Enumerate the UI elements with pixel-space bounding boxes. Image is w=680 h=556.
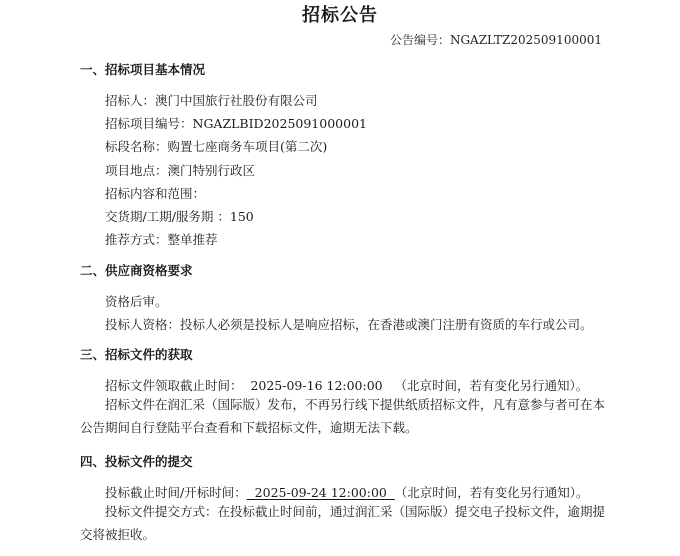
section-heading-submission: 四、投标文件的提交: [80, 454, 193, 469]
lot-name-line: 标段名称：购置七座商务车项目(第二次): [105, 139, 328, 154]
bidder-qualification-line: 投标人资格：投标人必须是投标人是响应招标，在香港或澳门注册有资质的车行或公司。: [105, 317, 593, 332]
scope-line: 招标内容和范围：: [105, 186, 206, 201]
tenderer-line: 招标人：澳门中国旅行社股份有限公司: [105, 93, 318, 108]
docs-deadline-line: 招标文件领取截止时间： 2025-09-16 12:00:00 （北京时间，若有变化另行通知）。: [105, 378, 589, 393]
project-number-line: 招标项目编号：NGAZLBID2025091000001: [105, 116, 367, 131]
submission-method-paragraph: 投标文件提交方式：在投标截止时间前，通过润汇采（国际版）提交电子投标文件，逾期提交将被拒收。: [80, 504, 606, 542]
notice-number: 公告编号：NGAZLTZ202509100001: [389, 33, 602, 47]
bid-deadline-label: 投标截止时间/开标时间：: [105, 485, 247, 500]
post-qualification-line: 资格后审。: [105, 294, 168, 309]
bid-deadline-note: （北京时间，若有变化另行通知）。: [394, 485, 589, 500]
bid-deadline-date: 2025-09-24 12:00:00: [246, 485, 395, 500]
section-heading-obtain-docs: 三、招标文件的获取: [80, 347, 193, 362]
page-title: 招标公告: [302, 5, 378, 26]
delivery-period-line: 交货期/工期/服务期 ：150: [105, 209, 254, 224]
section-heading-qualification: 二、供应商资格要求: [80, 263, 193, 278]
project-location-line: 项目地点：澳门特别行政区: [105, 163, 256, 178]
recommendation-line: 推荐方式：整单推荐: [105, 232, 218, 247]
section-heading-basic-info: 一、招标项目基本情况: [80, 62, 206, 77]
bid-deadline-line: [105, 483, 589, 501]
docs-publication-paragraph: 招标文件在润汇采（国际版）发布，不再另行线下提供纸质招标文件，凡有意参与者可在本公告期间自行登陆平台查看和下载招标文件，逾期无法下载。: [80, 397, 606, 435]
